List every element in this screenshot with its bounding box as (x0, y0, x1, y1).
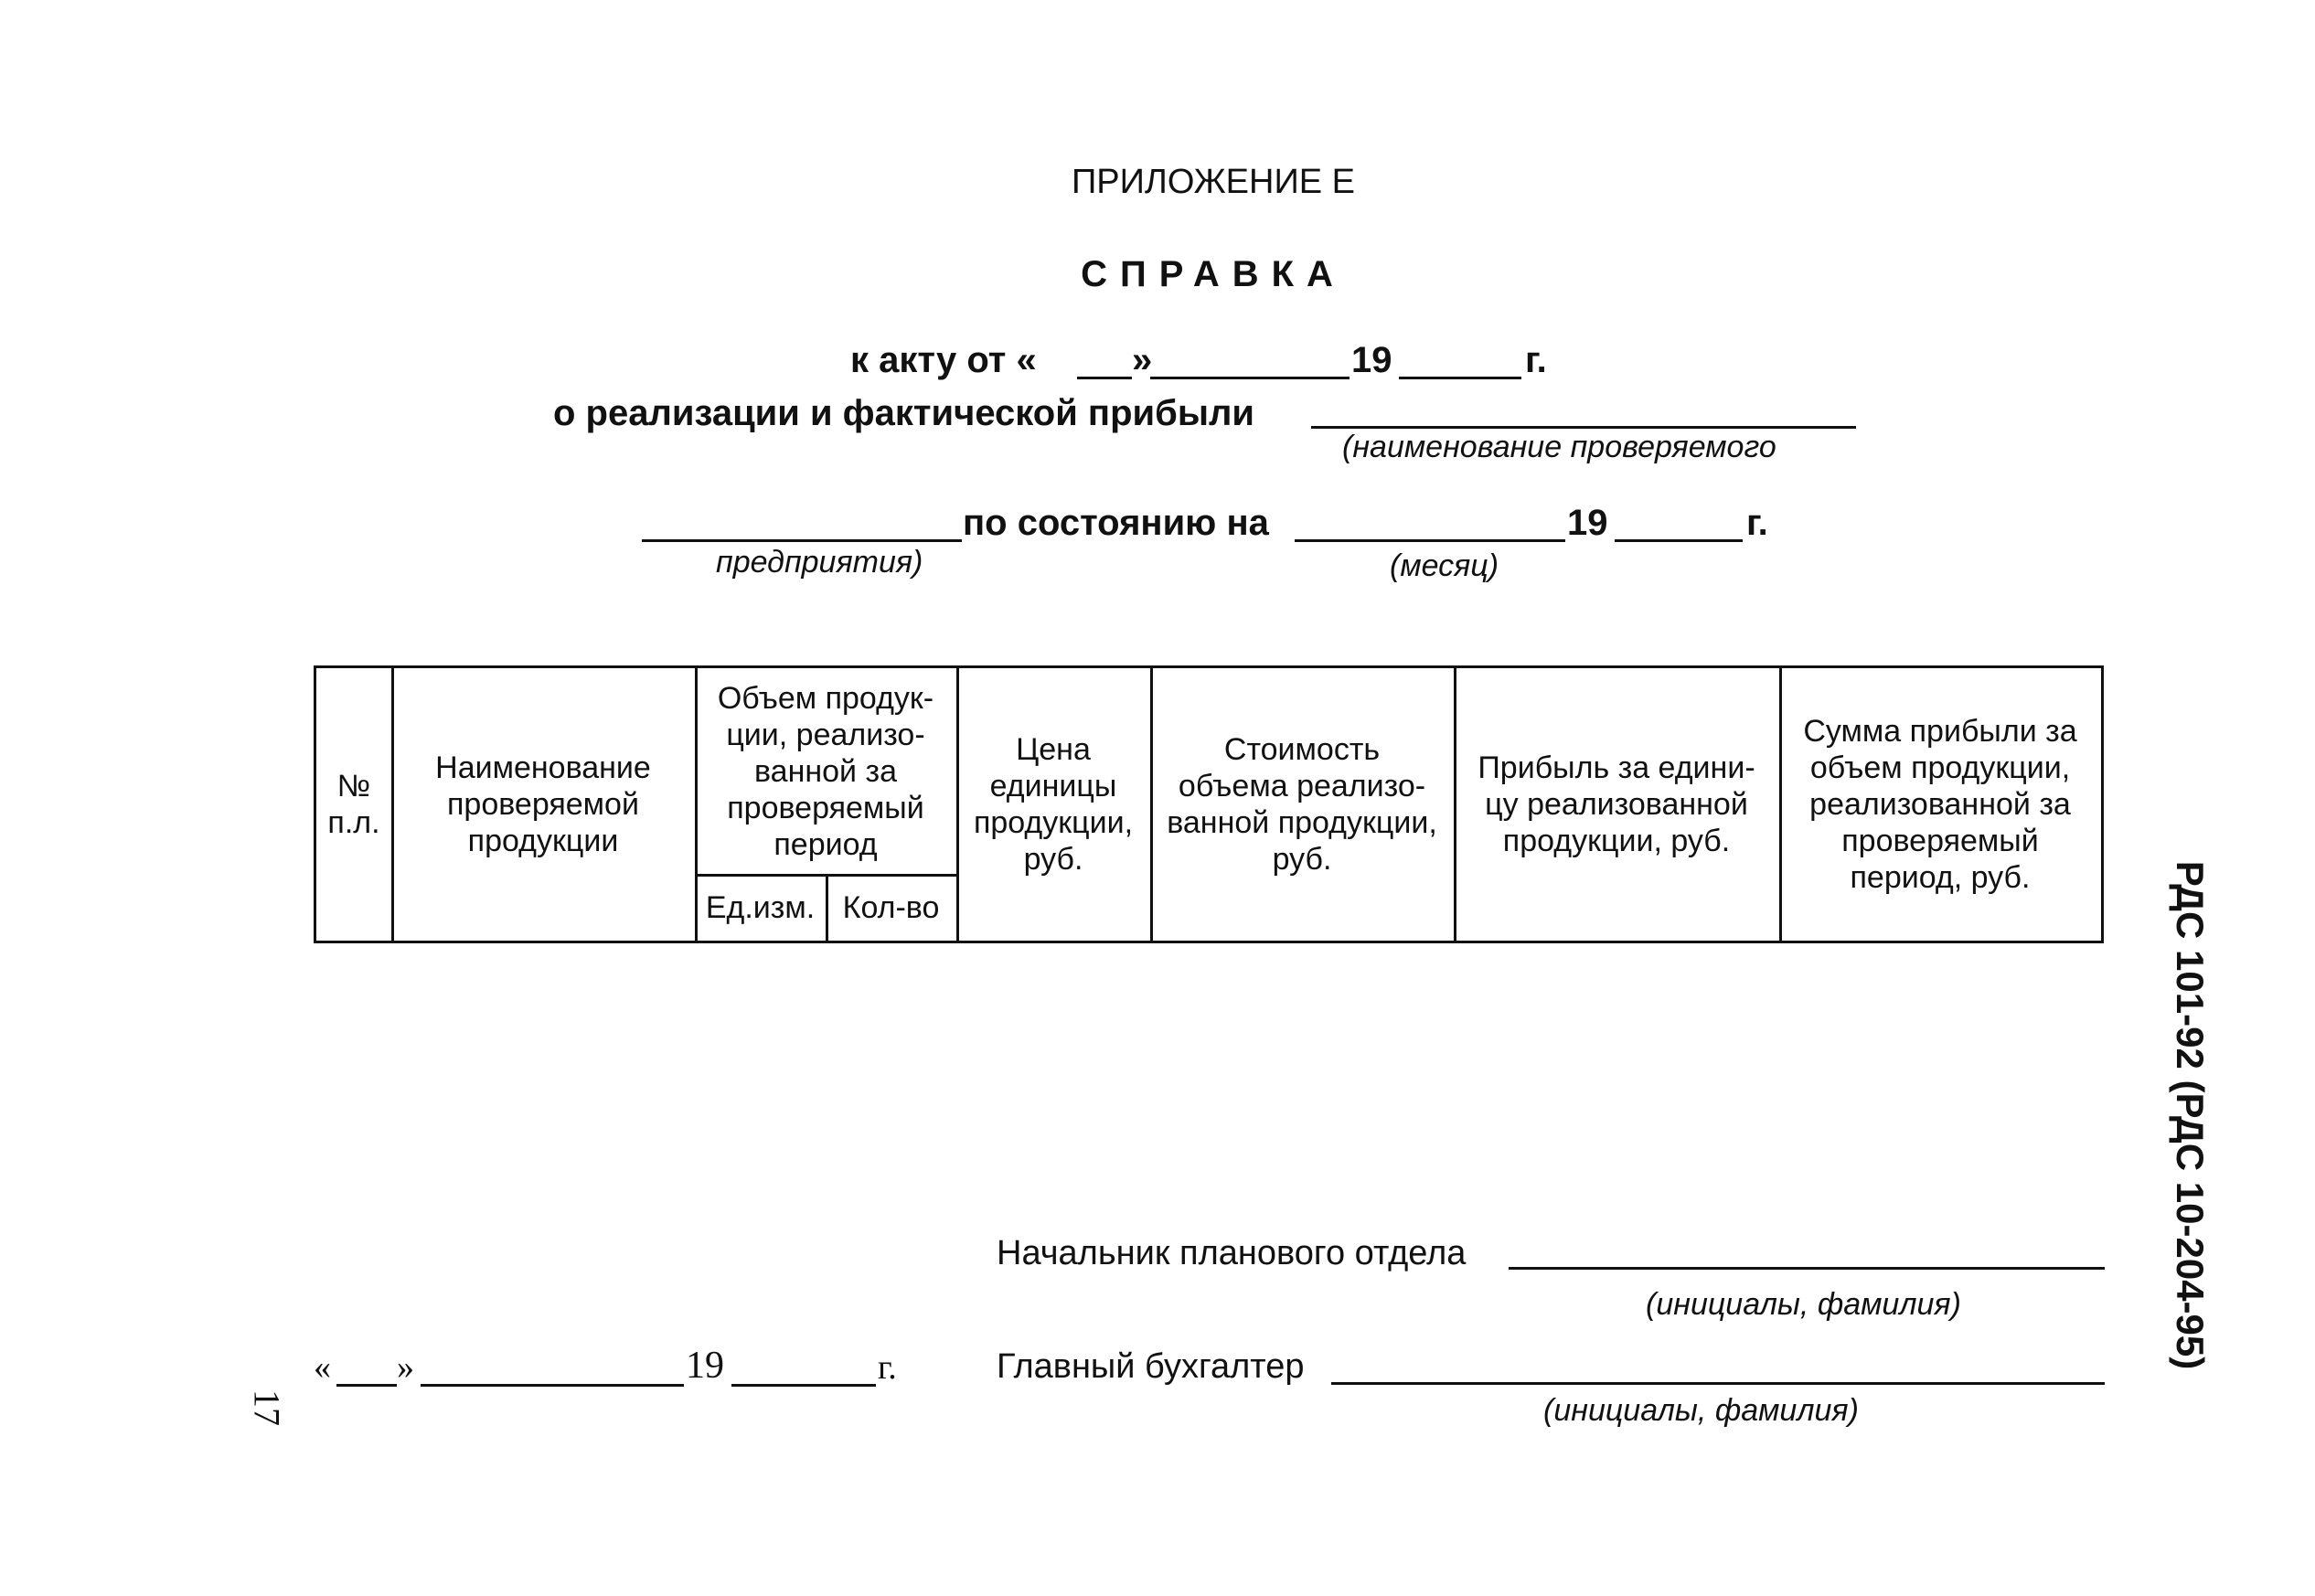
realization-line: о реализации и фактической прибыли (553, 393, 1254, 433)
act-year: 19 (1351, 340, 1392, 380)
header-product-name: Наименование проверяемой продукции (435, 750, 651, 858)
planning-head-blank (1509, 1267, 2105, 1270)
document-title: СПРАВКА (1081, 254, 1346, 294)
enterprise-name-blank-2 (642, 539, 962, 542)
appendix-label: ПРИЛОЖЕНИЕ Е (1071, 163, 1356, 201)
enterprise-caption: предприятия) (716, 545, 923, 580)
state-year-suffix: г. (1746, 503, 1768, 543)
sign-month-blank (421, 1384, 684, 1387)
state-year: 19 (1567, 503, 1608, 543)
header-number: № п.л. (327, 769, 380, 840)
header-unit-profit: Прибыль за едини- цу реализованной продукции, руб. (1478, 750, 1755, 858)
date-suffix: г. (878, 1348, 897, 1387)
date-year: 19 (686, 1345, 724, 1387)
act-year-suffix: г. (1525, 340, 1547, 380)
header-sales-cost: Стоимость объема реализо- ванной продукции, руб. (1167, 732, 1437, 877)
act-day-blank (1077, 377, 1132, 379)
planning-head-caption: (инициалы, фамилия) (1646, 1287, 1961, 1322)
act-date-line (850, 340, 1037, 381)
chief-accountant-blank (1331, 1382, 2105, 1385)
state-year-blank (1615, 539, 1743, 542)
sign-year-blank (731, 1384, 876, 1387)
document-code: РДС 101-92 (РДС 10-204-95) (2169, 860, 2212, 1370)
chief-accountant-caption: (инициалы, фамилия) (1543, 1393, 1859, 1428)
header-volume: Объем продук- ции, реализо- ванной за проверяемый период (717, 680, 934, 862)
act-year-blank (1399, 377, 1521, 379)
act-month-blank (1150, 377, 1350, 379)
realization-table (314, 665, 2104, 943)
header-unit: Ед.изм. (705, 889, 816, 925)
header-unit-price: Цена единицы продукции, руб. (973, 732, 1134, 877)
planning-head-label: Начальник планового отдела (997, 1234, 1467, 1272)
date-close: » (397, 1348, 414, 1387)
sign-day-blank (336, 1384, 397, 1387)
page-number: 17 (246, 1389, 288, 1426)
act-date-close: » (1132, 340, 1153, 380)
date-open: « (314, 1348, 331, 1387)
state-as-of-label: по состоянию на (963, 503, 1269, 543)
enterprise-name-caption: (наименование проверяемого (1342, 430, 1776, 464)
month-blank (1295, 539, 1565, 542)
month-caption: (месяц) (1390, 548, 1499, 583)
chief-accountant-label: Главный бухгалтер (997, 1347, 1305, 1386)
act-date-prefix: к акту от « (850, 340, 1037, 380)
header-quantity: Кол-во (842, 889, 940, 925)
header-total-profit: Сумма прибыли за объем продукции, реализованной за проверяемый период, руб. (1803, 714, 2077, 895)
enterprise-name-blank (1311, 426, 1856, 429)
